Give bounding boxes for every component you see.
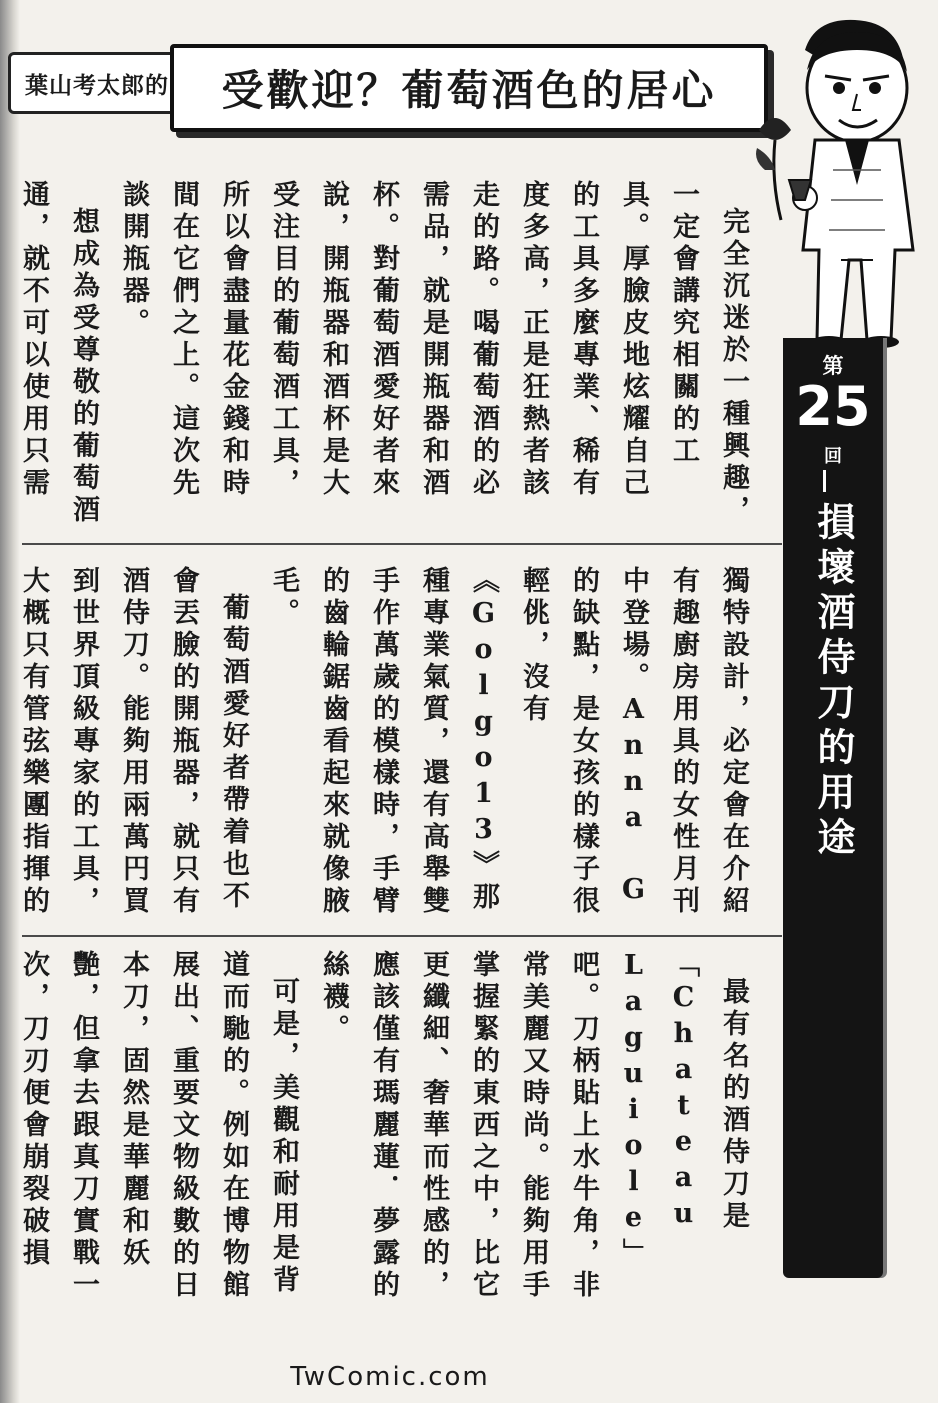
paragraph: 獨特設計，必定會在介紹有趣廚房用具的女性月刊中登場。Anna G的缺點，是女孩的樣子很輕佻，沒有《Golgo13》那種專業氣質，還有高舉雙手作萬歲的模樣時，手臂的齒輪鋸齒看起來就像腋毛。 [268, 566, 749, 918]
watermark-footer: TwComic.com [290, 1362, 490, 1392]
chapter-suffix: 回 [824, 446, 842, 467]
chapter-title: 損壞酒侍刀的用途 [811, 502, 855, 862]
section-divider [22, 543, 782, 545]
paragraph: 想成為受尊敬的葡萄酒通，就不可以使用只需 [18, 180, 99, 527]
chapter-divider [823, 470, 826, 492]
text-section-2 [18, 566, 758, 918]
chapter-sidebar [783, 338, 883, 1278]
author-caricature-illustration [745, 10, 935, 350]
paragraph: 葡萄酒愛好者帶着也不會丟臉的開瓶器，就只有酒侍刀。能夠用兩萬円買到世界頂級專家的工具，大概只有管弦樂團指揮的 [18, 566, 249, 918]
text-section-1 [18, 180, 758, 530]
chapter-number: 25 [795, 375, 871, 438]
series-label: 葉山考太郎的 [8, 52, 186, 114]
paragraph: 最有名的酒侍刀是「Chateau Laguiole」吧。刀柄貼上水牛角，非常美麗又時尚。能夠用手掌握緊的東西之中，比它更纖細、奢華而性感的，應該僅有瑪麗蓮．夢露的絲襪。 [318, 950, 749, 1302]
paragraph: 完全沉迷於一種興趣，一定會講究相關的工具。厚臉皮地炫耀自己的工具多麼專業、稀有度多高，正是狂熱者該走的路。喝葡萄酒的必需品，就是開瓶器和酒杯。對葡萄酒愛好者來說，開瓶器和酒杯是大受注目的葡萄酒工具，所以會盡量花金錢和時間在它們之上。這次先談開瓶器。 [118, 180, 749, 527]
text-section-3 [18, 950, 758, 1322]
page-title: 受歡迎？葡萄酒色的居心 [170, 44, 768, 132]
paragraph: 可是，美觀和耐用是背道而馳的。例如在博物館展出、重要文物級數的日本刀，固然是華麗和妖艷，但拿去跟真刀實戰一次，刀刃便會崩裂破損 [18, 950, 299, 1302]
section-divider [22, 935, 782, 937]
chapter-prefix: 第 [822, 354, 844, 378]
